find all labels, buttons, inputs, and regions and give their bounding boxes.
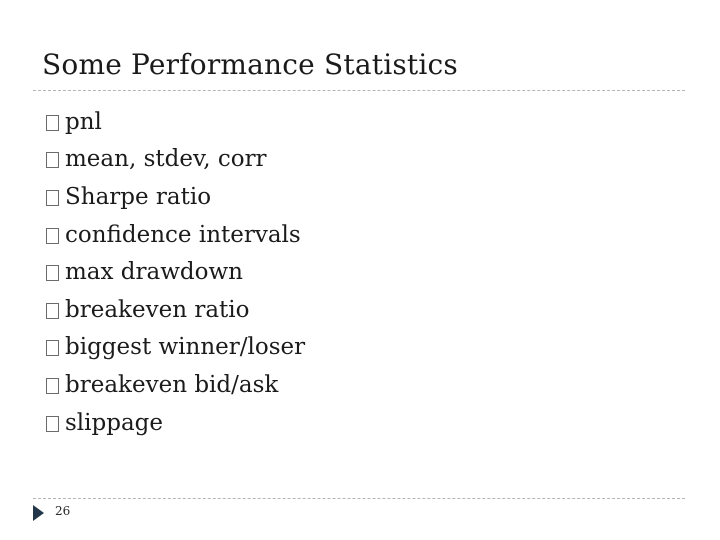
checkbox-square-icon <box>46 340 59 356</box>
bullet-text: max drawdown <box>65 259 243 286</box>
bullet-item <box>46 141 305 179</box>
bullet-item <box>46 329 305 367</box>
bullet-item <box>46 103 305 141</box>
checkbox-square-icon <box>46 152 59 168</box>
title-divider <box>33 90 685 91</box>
bullet-item <box>46 216 305 254</box>
bullet-text: confidence intervals <box>65 221 301 248</box>
checkbox-square-icon <box>46 303 59 319</box>
bullet-text: breakeven bid/ask <box>65 371 279 398</box>
bullet-text: breakeven ratio <box>65 296 250 323</box>
bullet-text: mean, stdev, corr <box>65 146 267 173</box>
triangle-arrow-icon <box>33 505 44 521</box>
bullet-item <box>46 178 305 216</box>
checkbox-square-icon <box>46 228 59 244</box>
bullet-text: biggest winner/loser <box>65 334 306 361</box>
checkbox-square-icon <box>46 265 59 281</box>
bullet-item <box>46 404 305 442</box>
bullet-text: slippage <box>65 409 164 436</box>
checkbox-square-icon <box>46 190 59 206</box>
page-number: 26 <box>55 504 71 518</box>
bullet-item <box>46 253 305 291</box>
slide-title: Some Performance Statistics <box>42 48 458 81</box>
bullet-list <box>46 103 305 441</box>
checkbox-square-icon <box>46 115 59 131</box>
checkbox-square-icon <box>46 378 59 394</box>
footer-divider <box>33 498 685 499</box>
checkbox-square-icon <box>46 416 59 432</box>
bullet-item <box>46 366 305 404</box>
bullet-text: Sharpe ratio <box>65 183 212 210</box>
bullet-item <box>46 291 305 329</box>
bullet-text: pnl <box>65 108 102 135</box>
